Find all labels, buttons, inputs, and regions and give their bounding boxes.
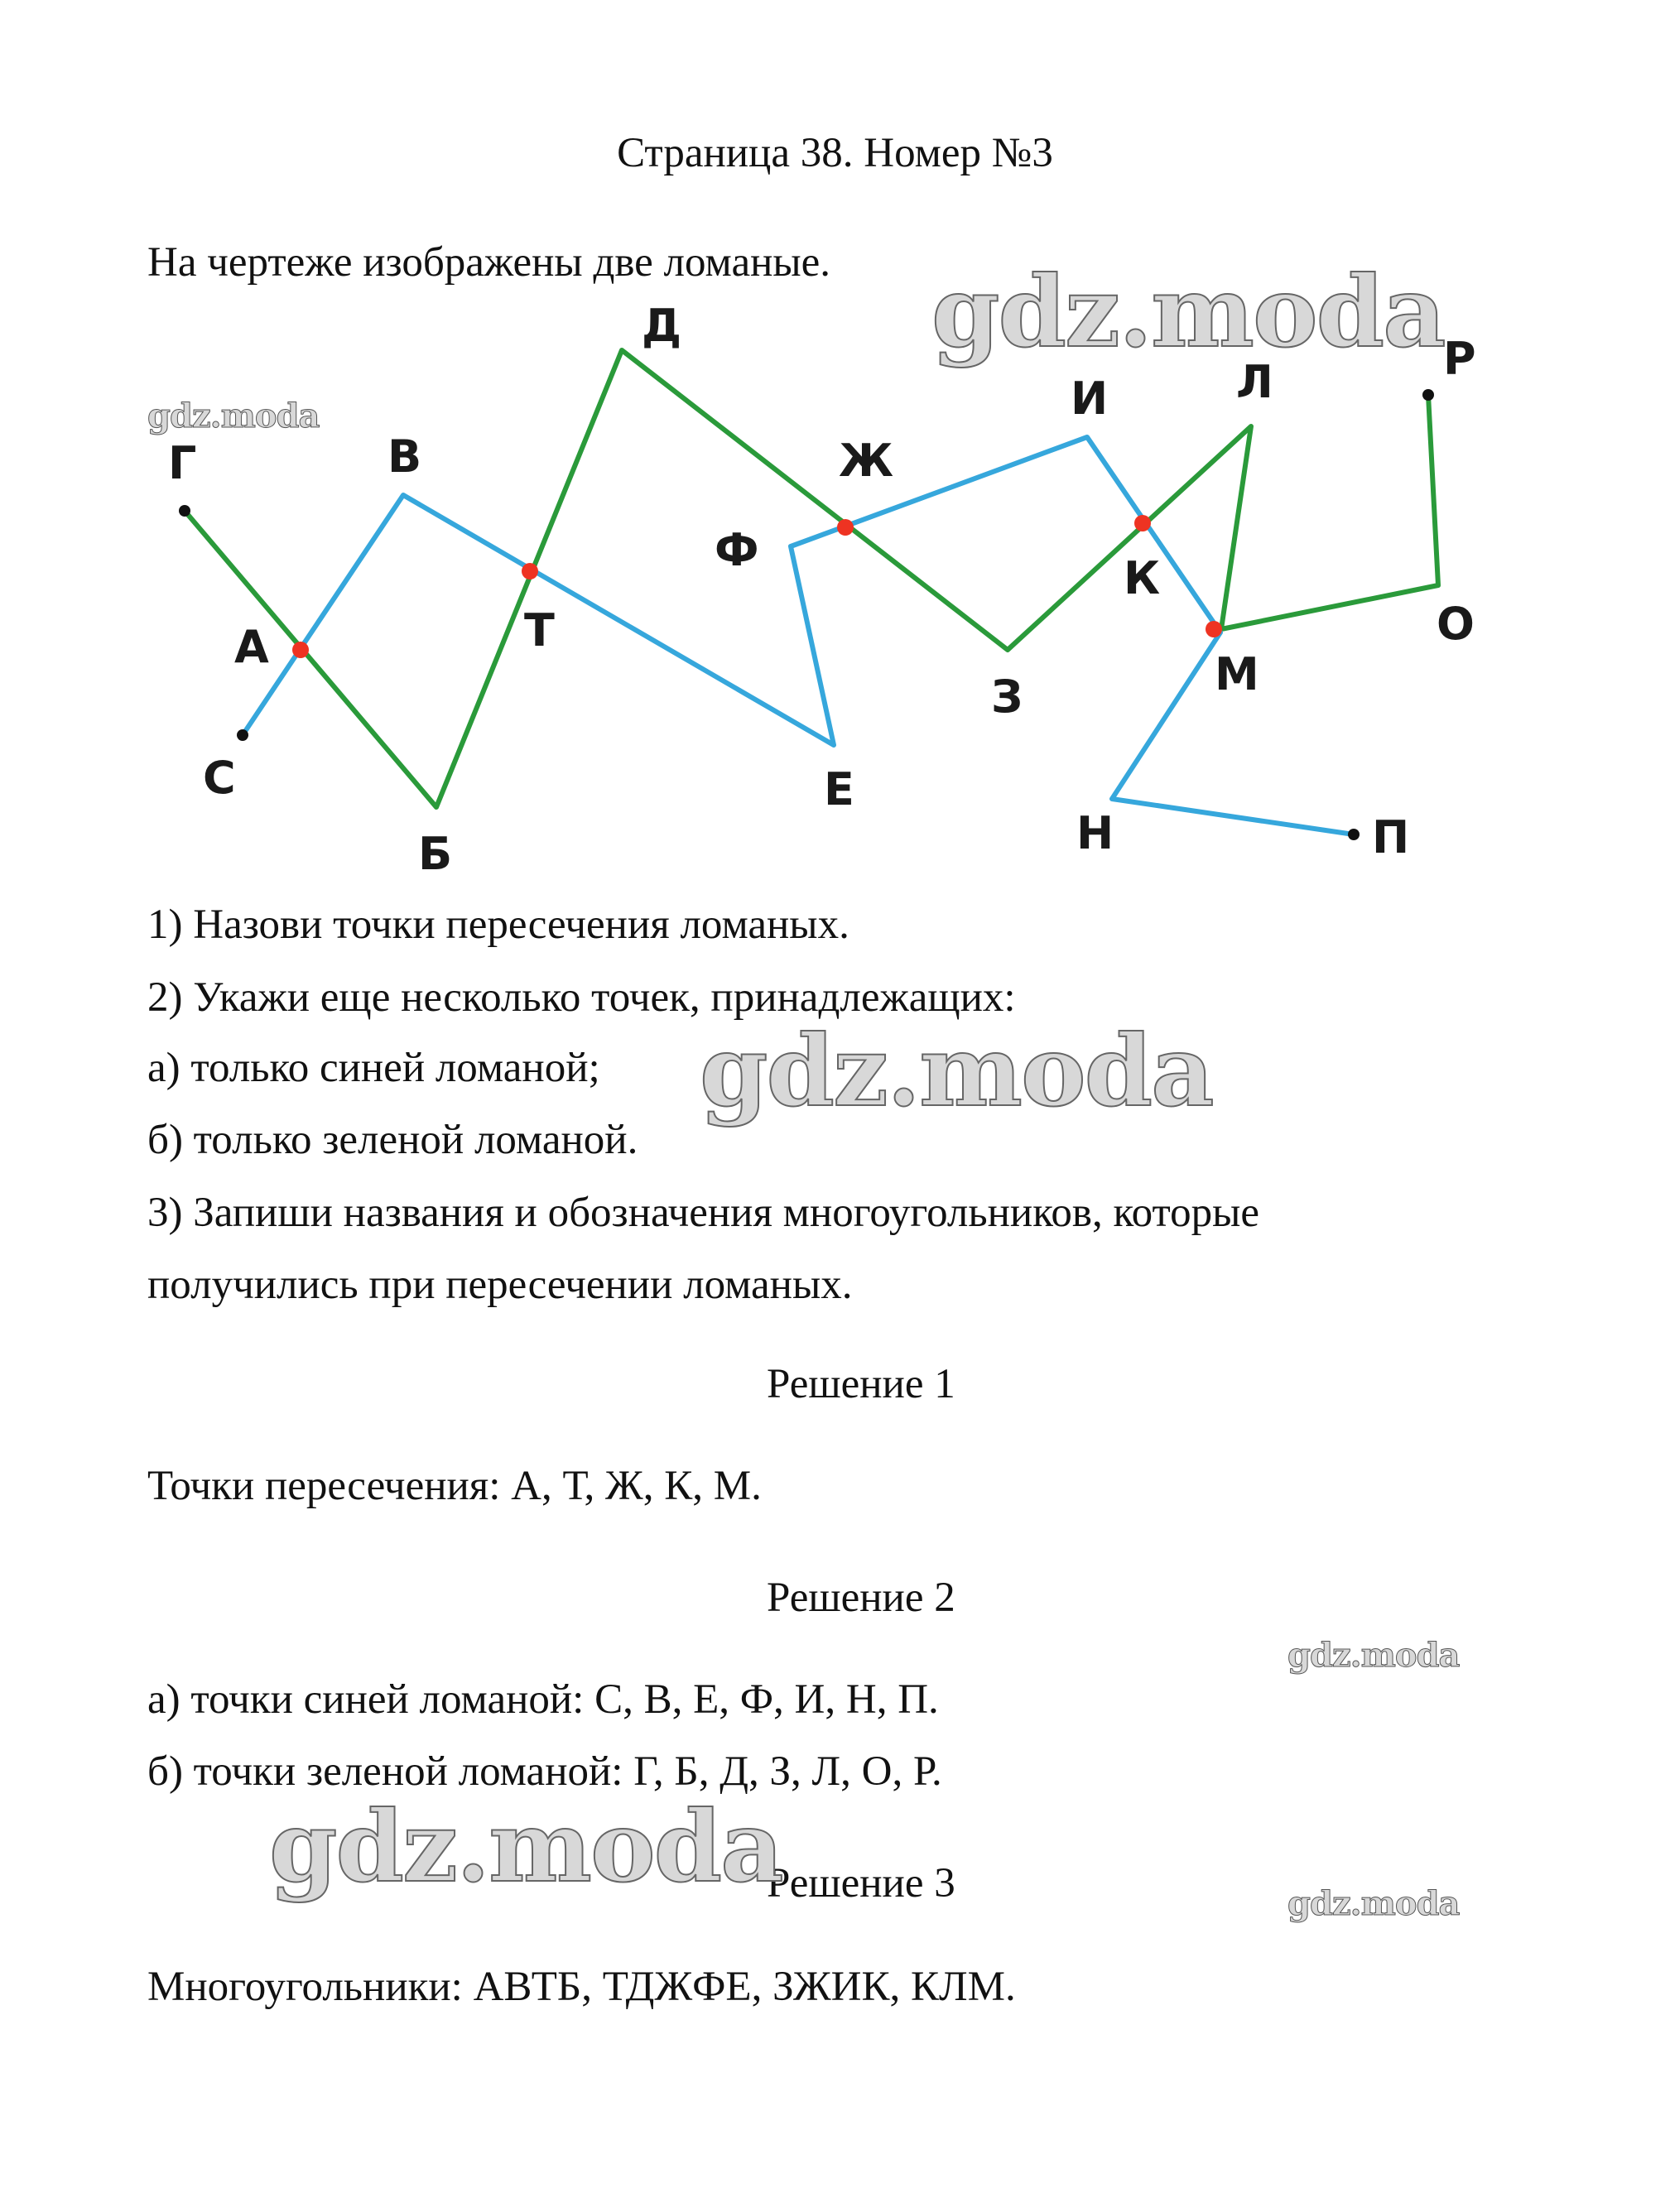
label-R: Р (1443, 333, 1476, 385)
endpoint-S (237, 729, 248, 741)
watermark: gdz.moda (1287, 1636, 1460, 1675)
label-N: Н (1076, 807, 1114, 859)
intersection-T (522, 563, 538, 579)
question-2b: б) только зеленой ломаной. (147, 1117, 638, 1163)
label-F: Ф (715, 524, 759, 576)
watermark: gdz.moda (1287, 1884, 1460, 1923)
intersection-M (1206, 621, 1222, 637)
label-G: Г (168, 437, 197, 489)
polyline-figure (145, 298, 1503, 894)
intersection-K (1134, 515, 1151, 531)
endpoint-G (179, 505, 190, 517)
solution-3-heading: Решение 3 (767, 1860, 955, 1907)
label-D: Д (642, 300, 682, 352)
label-I: И (1071, 373, 1109, 425)
green-polyline (185, 350, 1438, 807)
watermark: gdz.moda (269, 1789, 782, 1904)
label-L: Л (1236, 356, 1273, 408)
label-Zh: Ж (839, 435, 894, 487)
question-3-line-2: получились при пересечении ломаных. (147, 1262, 853, 1308)
question-3-line-1: 3) Запиши названия и обозначения многоугольников, которые (147, 1190, 1260, 1236)
question-2: 2) Укажи еще несколько точек, принадлежащих: (147, 974, 1016, 1021)
solution-3-text: Многоугольники: АВТБ, ТДЖФЕ, ЗЖИК, КЛМ. (147, 1964, 1016, 2010)
watermark: gdz.moda (700, 1013, 1213, 1128)
label-S: С (203, 752, 236, 804)
solution-1-heading: Решение 1 (767, 1361, 955, 1407)
label-T: Т (524, 604, 555, 656)
solution-2b-text: б) точки зеленой ломаной: Г, Б, Д, З, Л, О, Р. (147, 1748, 942, 1795)
label-K: К (1124, 552, 1161, 604)
question-2a: а) только синей ломаной; (147, 1045, 600, 1091)
label-B: Б (418, 828, 453, 880)
label-Z: З (991, 671, 1023, 723)
solution-2-heading: Решение 2 (767, 1575, 955, 1621)
intersection-Zh (837, 519, 854, 536)
label-P: П (1372, 811, 1410, 863)
label-E: Е (824, 763, 854, 815)
label-O: О (1437, 598, 1475, 650)
label-M: М (1215, 648, 1259, 700)
question-1: 1) Назови точки пересечения ломаных. (147, 902, 849, 948)
label-V: В (387, 430, 422, 483)
endpoint-P (1348, 829, 1360, 840)
label-A: А (234, 621, 269, 673)
solution-1-text: Точки пересечения: А, Т, Ж, К, М. (147, 1463, 762, 1509)
endpoint-R (1422, 389, 1434, 401)
solution-2a-text: а) точки синей ломаной: С, В, Е, Ф, И, Н, П. (147, 1676, 939, 1723)
task-intro: На чертеже изображены две ломаные. (147, 239, 831, 286)
page-title: Страница 38. Номер №3 (617, 130, 1053, 176)
watermark: gdz.moda (147, 397, 320, 435)
intersection-A (292, 642, 309, 658)
watermark: gdz.moda (931, 254, 1445, 369)
